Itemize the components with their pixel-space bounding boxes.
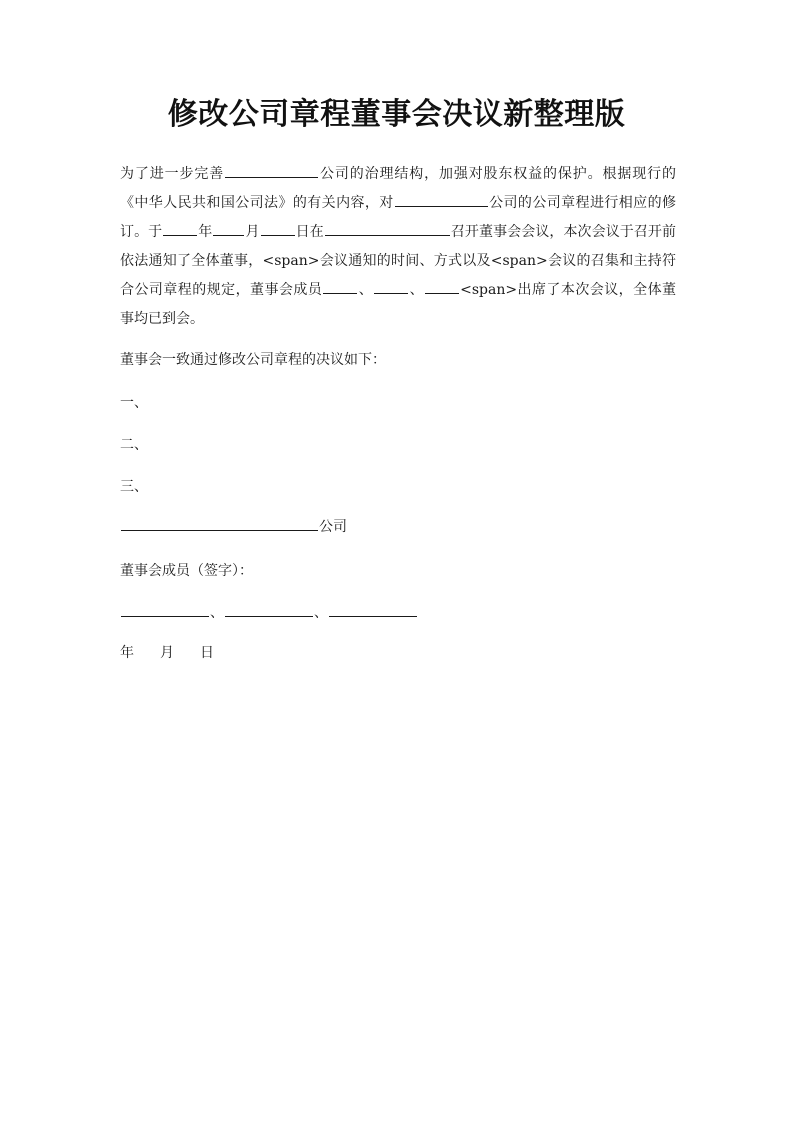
signature-blank-3[interactable] xyxy=(329,603,417,617)
signature-blank-2[interactable] xyxy=(225,603,313,617)
intro-separator-2: 、 xyxy=(409,282,425,298)
signature-label: 董事会成员（签字）： xyxy=(120,563,253,579)
intro-text-month: 月 xyxy=(245,224,260,240)
member-blank-1[interactable] xyxy=(323,280,357,294)
date-year: 年 xyxy=(120,645,134,661)
intro-separator-1: 、 xyxy=(358,282,374,298)
intro-text-7: 召开董事会会议，本次会议于召开前依法通知了全体董事，<span>会议通知的时间、方式以及<span>会议的召集和主持符合公司章程的规定，董事会成员 xyxy=(120,224,677,298)
intro-text-3: 公司的公司章程进行相应的修订。于 xyxy=(120,195,676,240)
company-signoff-blank[interactable] xyxy=(121,517,318,531)
year-blank[interactable] xyxy=(163,222,197,236)
intro-text-1: 为了进一步完善 xyxy=(120,166,225,182)
date-row xyxy=(120,643,240,663)
resolution-item-2: 二、 xyxy=(120,437,148,453)
intro-text-year: 年 xyxy=(198,224,213,240)
company-name-blank-2[interactable] xyxy=(395,193,488,207)
intro-text-day: 日在 xyxy=(295,224,324,240)
company-signoff-label: 公司 xyxy=(319,519,347,535)
date-month: 月 xyxy=(160,645,174,661)
resolution-item-3: 三、 xyxy=(120,479,148,495)
intro-text-10: <span>出席了本次会议，全体董事均已到会。 xyxy=(120,282,677,327)
document-title: 修改公司章程董事会决议新整理版 xyxy=(167,97,626,132)
month-blank[interactable] xyxy=(213,222,244,236)
signature-blank-1[interactable] xyxy=(121,603,209,617)
company-signoff-row xyxy=(120,517,347,537)
member-blank-3[interactable] xyxy=(425,280,459,294)
signature-separator-2: 、 xyxy=(314,605,328,621)
date-day: 日 xyxy=(200,645,214,661)
member-blank-2[interactable] xyxy=(374,280,408,294)
resolution-intro: 董事会一致通过修改公司章程的决议如下： xyxy=(120,352,386,368)
signature-row xyxy=(120,603,418,623)
intro-paragraph xyxy=(120,160,676,334)
resolution-item-1: 一、 xyxy=(120,395,148,411)
intro-text-2: 公司的治理结构，加强对股东权益的保护。根据现行的《中华人民共和国公司法》的有关内容，对 xyxy=(120,166,677,211)
signature-separator-1: 、 xyxy=(210,605,224,621)
day-blank[interactable] xyxy=(261,222,295,236)
company-name-blank[interactable] xyxy=(225,164,318,178)
meeting-location-blank[interactable] xyxy=(325,222,450,236)
